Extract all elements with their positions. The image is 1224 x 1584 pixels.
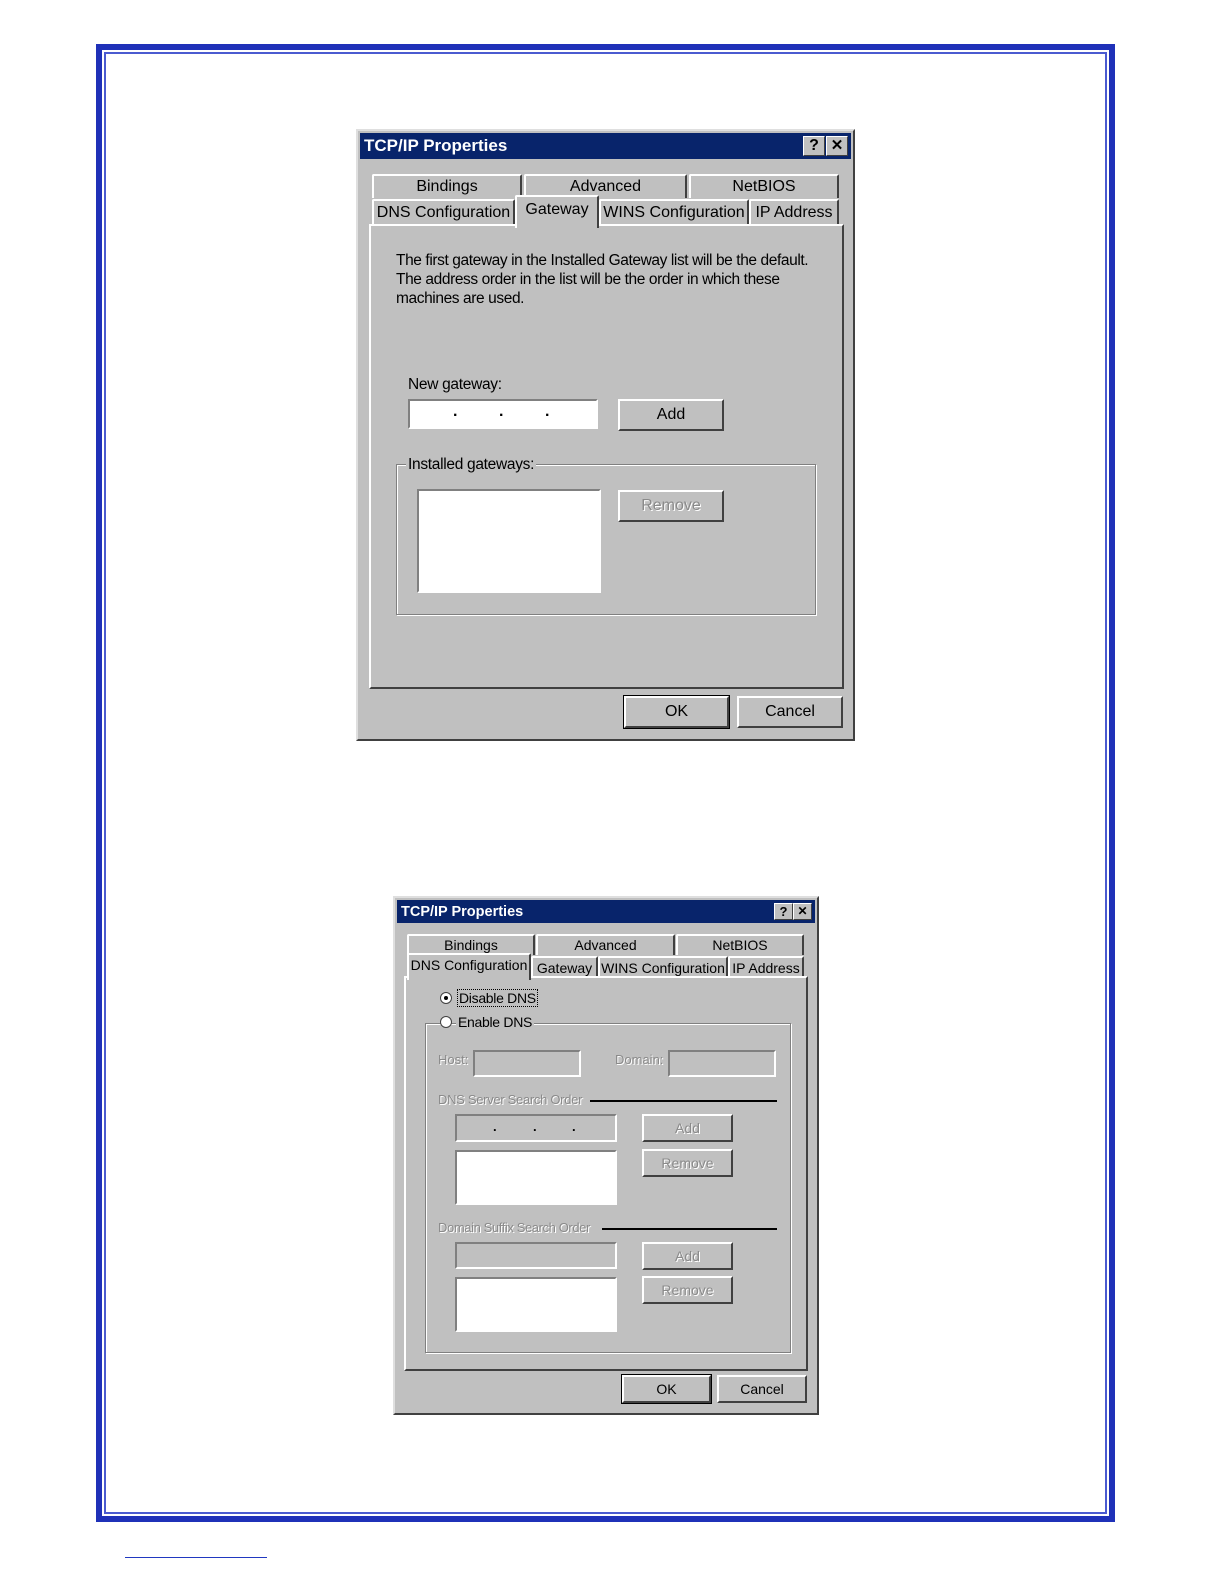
tab-gateway[interactable]: Gateway	[531, 956, 598, 978]
ip-separator: .	[453, 403, 458, 420]
host-label: Host:	[438, 1052, 469, 1067]
description-line-3: machines are used.	[396, 290, 525, 307]
dns-server-list[interactable]	[455, 1150, 617, 1205]
disable-dns-radio[interactable]	[440, 992, 452, 1004]
tab-ip-address[interactable]: IP Address	[749, 199, 839, 225]
divider	[602, 1228, 777, 1230]
tab-panel-dns	[404, 976, 808, 1371]
tcpip-dialog-gateway	[356, 129, 855, 741]
enable-dns-label[interactable]: Enable DNS	[458, 1014, 533, 1030]
tab-advanced[interactable]: Advanced	[536, 934, 675, 955]
dns-add-button[interactable]: Add	[642, 1114, 733, 1142]
description-line-2: The address order in the list will be the order in which these	[396, 271, 780, 288]
domain-suffix-search-order-label: Domain Suffix Search Order	[438, 1220, 590, 1235]
domain-suffix-list[interactable]	[455, 1277, 617, 1332]
add-gateway-button[interactable]: Add	[618, 399, 724, 431]
tab-dns-configuration[interactable]: DNS Configuration	[372, 199, 515, 225]
enable-dns-radio[interactable]	[440, 1016, 452, 1028]
ok-button[interactable]: OK	[622, 1375, 711, 1403]
tab-bindings[interactable]: Bindings	[372, 174, 522, 198]
dns-server-ip-input[interactable]	[455, 1114, 617, 1142]
suffix-remove-button[interactable]: Remove	[642, 1276, 733, 1304]
new-gateway-label: New gateway:	[408, 376, 502, 393]
cancel-button[interactable]: Cancel	[737, 696, 843, 728]
host-input[interactable]	[473, 1050, 581, 1077]
tab-advanced[interactable]: Advanced	[524, 174, 687, 198]
ip-separator: .	[572, 1119, 576, 1134]
window-title: TCP/IP Properties	[401, 903, 524, 920]
ip-separator: .	[499, 403, 504, 420]
footer-line	[125, 1557, 267, 1558]
domain-input[interactable]	[668, 1050, 776, 1077]
close-icon[interactable]: ✕	[793, 903, 812, 920]
tcpip-dialog-dns	[393, 896, 819, 1415]
help-icon[interactable]: ?	[803, 136, 825, 156]
ip-separator: .	[533, 1119, 537, 1134]
tab-ip-address[interactable]: IP Address	[728, 956, 804, 978]
close-icon[interactable]: ✕	[826, 136, 848, 156]
installed-gateways-list[interactable]	[417, 489, 601, 593]
tab-panel-gateway	[369, 224, 844, 689]
tab-dns-configuration[interactable]: DNS Configuration	[407, 953, 531, 980]
title-bar	[360, 133, 851, 159]
description-line-1: The first gateway in the Installed Gateway list will be the default.	[396, 252, 809, 269]
ip-separator: .	[493, 1119, 497, 1134]
tab-wins-configuration[interactable]: WINS Configuration	[598, 956, 728, 978]
suffix-add-button[interactable]: Add	[642, 1242, 733, 1270]
dns-server-search-order-label: DNS Server Search Order	[438, 1092, 583, 1107]
help-icon[interactable]: ?	[774, 903, 793, 920]
domain-suffix-input[interactable]	[455, 1242, 617, 1269]
tab-wins-configuration[interactable]: WINS Configuration	[599, 199, 749, 225]
ok-button[interactable]: OK	[624, 696, 729, 728]
tab-netbios[interactable]: NetBIOS	[676, 934, 804, 955]
ip-separator: .	[545, 403, 550, 420]
divider	[590, 1100, 777, 1102]
cancel-button[interactable]: Cancel	[717, 1375, 807, 1403]
tab-gateway[interactable]: Gateway	[515, 195, 599, 228]
disable-dns-label[interactable]: Disable DNS	[459, 990, 536, 1006]
title-bar	[397, 900, 815, 923]
tab-bindings[interactable]: Bindings	[407, 934, 535, 955]
remove-gateway-button[interactable]: Remove	[618, 490, 724, 522]
dns-remove-button[interactable]: Remove	[642, 1149, 733, 1177]
installed-gateways-label: Installed gateways:	[408, 456, 535, 473]
new-gateway-ip-input[interactable]	[408, 399, 598, 429]
domain-label: Domain:	[615, 1052, 664, 1067]
tab-netbios[interactable]: NetBIOS	[689, 174, 839, 198]
window-title: TCP/IP Properties	[364, 136, 508, 155]
